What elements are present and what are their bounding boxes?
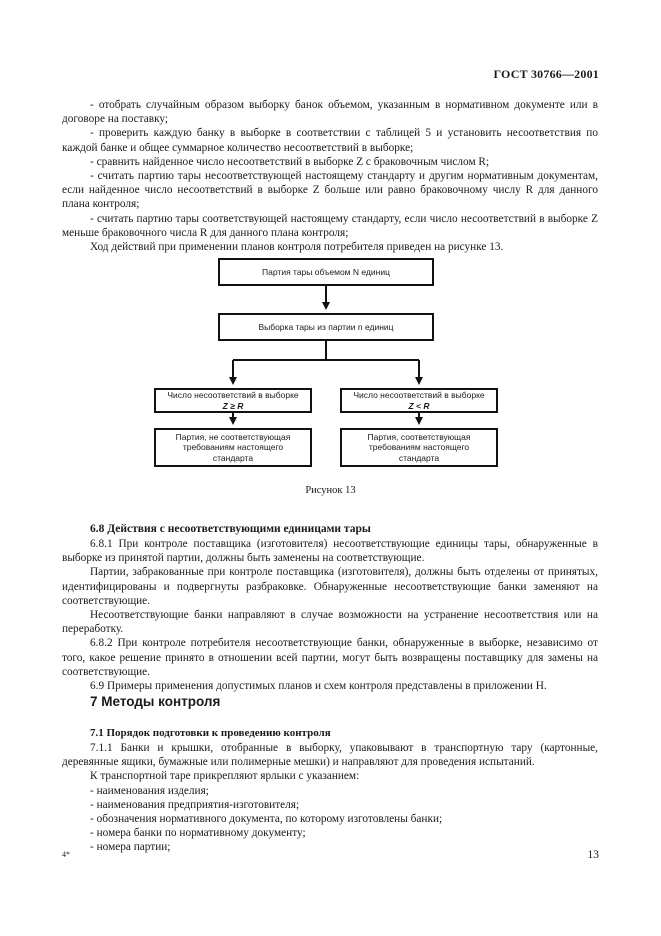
section-7-heading: 7 Методы контроля [90,694,221,709]
left-result-box [154,428,312,467]
section-6-8-body [62,537,598,693]
intro-item: - отобрать случайным образом выборку банок объемом, указанным в нормативном документе или в договоре на поставку; [62,99,598,126]
lot-label: Партия тары объемом N единиц [262,266,390,277]
right-condition-label: Число несоответствий в выборке [353,390,485,400]
list-item: - обозначения нормативного документа, по которому изготовлены банки; [90,813,443,826]
sheet-mark: 4* [62,850,70,859]
intro-item: - проверить каждую банку в выборке в соответствии с таблицей 5 и установить несоответствия по каждой банке и общее суммарное количество несоответствий в выборке; [62,127,598,154]
left-formula: Z ≥ R [222,400,244,411]
left-condition-label: Число несоответствий в выборке [167,390,299,400]
left-condition-box [154,388,312,413]
list-item: - наименования предприятия-изготовителя; [90,798,300,811]
standard-number: ГОСТ 30766—2001 [493,67,599,81]
left-result-label: Партия, не соответствующая требованиям настоящего стандарта [175,431,291,463]
list-item: - номера банки по нормативному документу; [90,827,306,840]
right-condition-box [340,388,498,413]
section-6-8-heading: 6.8 Действия с несоответствующими единицами тары [90,523,371,535]
figure-reference: Ход действий при применении планов контроля потребителя приведен на рисунке 13. [90,241,504,254]
page-number: 13 [587,849,599,861]
section-7-body [62,741,598,855]
right-result-label: Партия, соответствующая требованиям настоящего стандарта [367,431,471,463]
right-formula: Z < R [408,400,430,411]
paragraph: Партии, забракованные при контроле поставщика (изготовителя), должны быть отделены от принятых, идентифицированы и подвергнуты разбраковке. Обнаруженные несоответствующие банки заменяют на соответствующие. [62,566,598,607]
lot-box [218,258,434,286]
intro-item: - сравнить найденное число несоответствий в выборке Z с браковочным числом R; [90,155,490,168]
paragraph: 6.8.1 При контроле поставщика (изготовителя) несоответствующие единицы тары, обнаруженные в выборке из принятой партии, должны быть заменены на соответствующие. [62,538,598,565]
paragraph: 7.1.1 Банки и крышки, отобранные в выборку, упаковывают в транспортную тару (картонные, деревянные ящики, бумажные или полимерные мешки) и направляют для проведения испытаний. [62,742,598,769]
sample-box [218,313,434,341]
paragraph: 6.9 Примеры применения допустимых планов и схем контроля представлены в приложении Н. [90,680,547,693]
intro-item: - считать партию тары несоответствующей настоящему стандарту и другим нормативным документам, если найденное число несоответствий в выборке Z больше или равно браковочному числу R для данного плана контроля; [62,170,598,211]
paragraph: К транспортной таре прикрепляют ярлыки с указанием: [90,770,360,783]
paragraph: 6.8.2 При контроле потребителя несоответствующие банки, обнаруженные в выборке, независимо от того, какое решение принято в отношении всей партии, могут быть возвращены поставщику для замены на соответствующие. [62,637,598,678]
paragraph: Несоответствующие банки направляют в случае возможности на устранение несоответствия или на переработку. [62,609,598,636]
sample-label: Выборка тары из партии n единиц [258,321,394,332]
list-item: - номера партии; [90,841,171,854]
section-7-1-heading: 7.1 Порядок подготовки к проведению контроля [90,727,331,739]
intro-item: - считать партию тары соответствующей настоящему стандарту, если число несоответствий в выборке Z меньше браковочного числа R для данного плана контроля; [62,212,598,239]
figure-caption: Рисунок 13 [305,485,356,496]
list-item: - наименования изделия; [90,784,209,797]
right-result-box [340,428,498,467]
